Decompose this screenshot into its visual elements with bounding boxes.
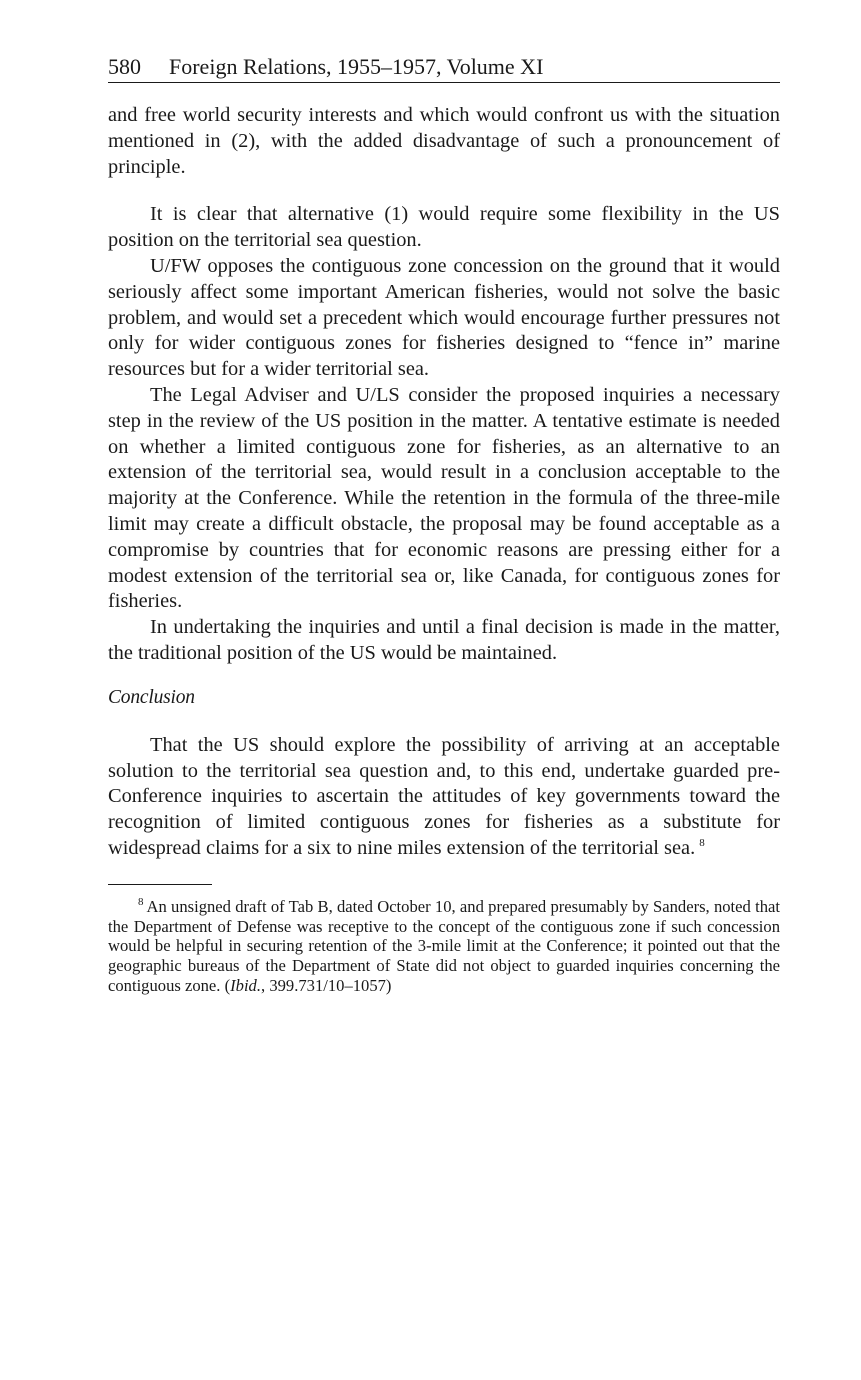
footnote-ibid: Ibid.: [230, 975, 262, 995]
paragraph-legal-adviser: The Legal Adviser and U/LS consider the proposed inquiries a necessary step in the review of the US position in the matter. A tentative estimate is needed on whether a limited contiguous zone for fisheries, as an alternative to an extension of the territorial sea, would result in a conclusion acceptable to the majority at the Conference. While the retention in the formula of the three-mile limit may create a difficult obstacle, the proposal may be found acceptable as a compromise by countries that for economic reasons are pressing either for a modest extension of the territorial sea or, like Canada, for contiguous zones for fisheries.: [108, 383, 780, 613]
paragraph-ufw-opposition: U/FW opposes the contiguous zone concession on the ground that it would seriously affect some important American fisheries, would not solve the basic problem, and would set a precedent which would encourage further pressures not only for wider contiguous zones for fisheries designed to “fence in” marine resources but for a wider territorial sea.: [108, 254, 780, 381]
footnote: [108, 897, 780, 996]
paragraph-inquiries: In undertaking the inquiries and until a final decision is made in the matter, the traditional position of the US would be maintained.: [108, 616, 780, 664]
paragraph-conclusion: [108, 733, 780, 862]
paragraph-alternative-flexibility: It is clear that alternative (1) would require some flexibility in the US position on the territorial sea question.: [108, 203, 780, 252]
footnote-text: An unsigned draft of Tab B, dated October 10, and prepared presumably by Sanders, noted that the Department of Defense was receptive to the concept of the contiguous zone if such concession would be helpful in securing retention of the 3-mile limit at the Conference; it pointed out that the geographic bureaus of the Department of State did not object to guarded inquiries concerning the contiguous zone. (: [108, 896, 780, 995]
document-page: [108, 54, 780, 1012]
paragraph-continued: and free world security interests and which would confront us with the situation mentioned in (2), with the added disadvantage of such a pronouncement of principle.: [108, 104, 780, 178]
footnote-citation: , 399.731/10–1057): [261, 975, 392, 995]
page-header: [108, 54, 780, 83]
running-title: Foreign Relations, 1955–1957, Volume XI: [169, 54, 544, 79]
conclusion-heading: Conclusion: [108, 686, 195, 708]
footnote-reference[interactable]: 8: [699, 837, 705, 850]
conclusion-text: That the US should explore the possibility of arriving at an acceptable solution to the territorial sea question and, to this end, undertake guarded pre-Conference inquiries to ascertain the attitudes of key governments toward the recognition of limited contiguous zones for fisheries as a substitute for widespread claims for a six to nine miles extension of the territorial sea.: [108, 733, 780, 859]
footnote-divider: [108, 884, 212, 885]
footnote-marker: 8: [138, 896, 144, 909]
page-number: 580: [108, 54, 141, 79]
